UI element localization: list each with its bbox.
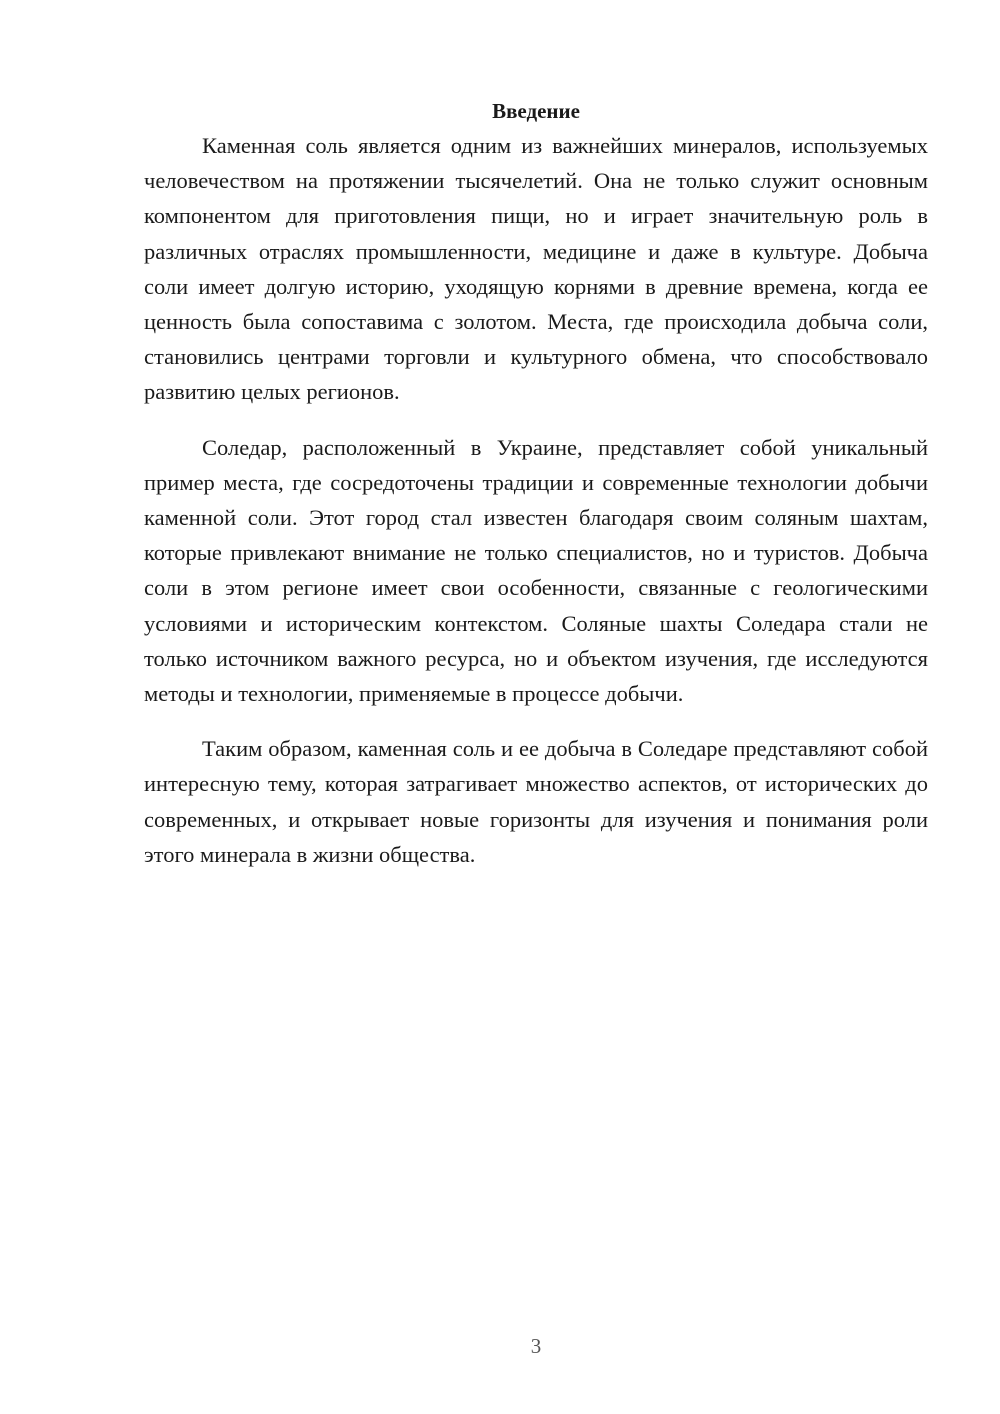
paragraph-2: Соледар, расположенный в Украине, представляет собой уникальный пример места, где сосредоточены традиции и современные технологии добычи каменной соли. Этот город стал известен благодаря своим соляным шахтам, которые привлекают внимание не только специалистов, но и туристов. Добыча соли в этом регионе имеет свои особенности, связанные с геологическими условиями и историческим контекстом. Соляные шахты Соледара стали не только источником важного ресурса, но и объектом изучения, где исследуются методы и технологии, применяемые в процессе добычи. [144,434,928,707]
paragraph-1: Каменная соль является одним из важнейших минералов, используемых человечеством на протяжении тысячелетий. Она не только служит основным компонентом для приготовления пищи, но и играет значительную роль в различных отраслях промышленности, медицине и даже в культуре. Добыча соли имеет долгую историю, уходящую корнями в древние времена, когда ее ценность была сопоставима с золотом. Места, где происходила добыча соли, становились центрами торговли и культурного обмена, что способствовало развитию целых регионов. [144,133,928,405]
page-content [144,96,928,892]
section-title: Введение [492,99,580,123]
paragraph-3: Таким образом, каменная соль и ее добыча в Соледаре представляют собой интересную тему, которая затрагивает множество аспектов, от исторических до современных, и открывает новые горизонты для изучения и понимания роли этого минерала в жизни общества. [144,736,928,867]
page-number: 3 [530,1334,542,1358]
